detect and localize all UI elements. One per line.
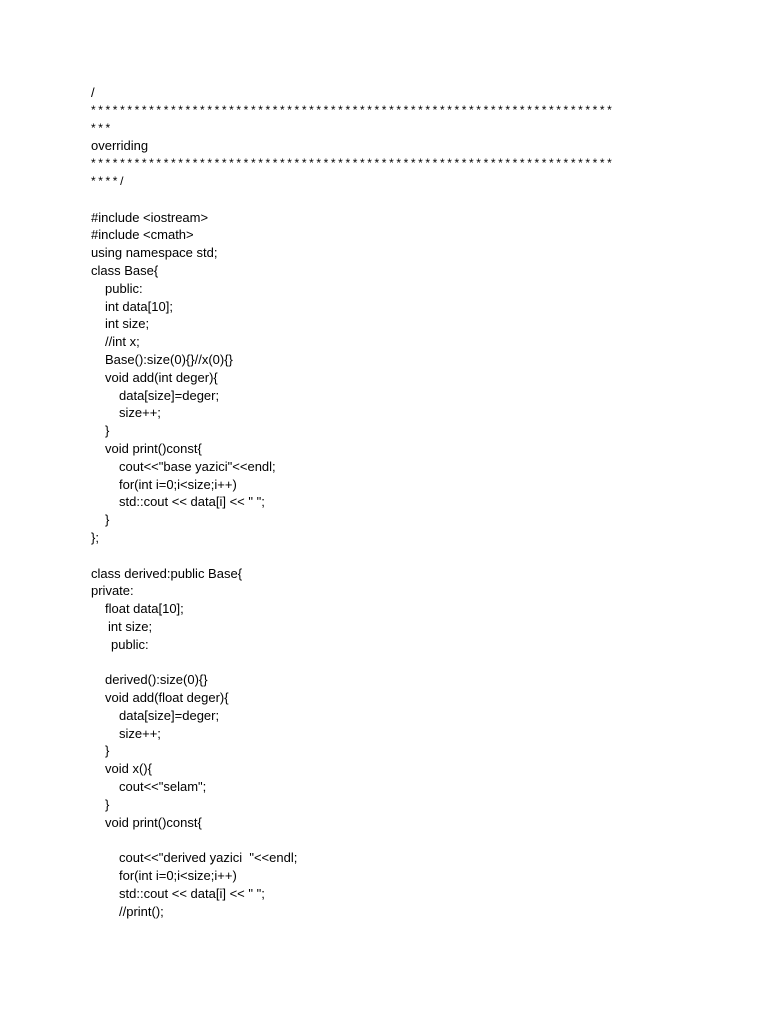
code-line: cout<<"derived yazici "<<endl;	[119, 850, 298, 866]
code-line: void x(){	[105, 761, 152, 777]
comment-stars-line: ************************************************************************	[91, 156, 615, 171]
code-line: #include <cmath>	[91, 227, 194, 243]
code-line: void print()const{	[105, 440, 202, 456]
code-line: #include <iostream>	[91, 209, 209, 225]
code-line: };	[91, 529, 99, 545]
code-line: float data[10];	[105, 601, 184, 617]
code-line: std::cout << data[i] << " ";	[119, 494, 265, 510]
code-line: }	[105, 423, 110, 439]
code-line: //int x;	[105, 334, 140, 350]
code-line: void add(float deger){	[105, 690, 229, 706]
code-line: derived():size(0){}	[105, 672, 208, 688]
code-line: for(int i=0;i<size;i++)	[119, 476, 237, 492]
code-line: int data[10];	[105, 298, 173, 314]
code-line: cout<<"base yazici"<<endl;	[119, 458, 276, 474]
code-line: /	[91, 85, 95, 100]
code-line: size++;	[119, 405, 161, 421]
blank-line	[91, 191, 691, 209]
code-block	[91, 84, 691, 920]
comment-stars-line: ****/	[91, 173, 127, 188]
code-line: Base():size(0){}//x(0){}	[105, 351, 233, 367]
code-line: int size;	[105, 316, 150, 332]
code-line: void print()const{	[105, 814, 202, 830]
comment-stars-line: ************************************************************************	[91, 102, 615, 117]
code-line: public:	[111, 636, 149, 652]
code-line: cout<<"selam";	[119, 779, 207, 795]
code-line: class Base{	[91, 262, 159, 278]
comment-stars-line: ***	[91, 120, 113, 135]
code-line: overriding	[91, 138, 149, 154]
code-line: public:	[105, 280, 143, 296]
code-line: }	[105, 743, 110, 759]
blank-line	[91, 831, 691, 849]
code-line: class derived:public Base{	[91, 565, 243, 581]
blank-line	[91, 547, 691, 565]
code-line: int size;	[108, 618, 153, 634]
code-line: }	[105, 796, 110, 812]
blank-line	[91, 654, 691, 672]
code-line: void add(int deger){	[105, 369, 218, 385]
code-line: data[size]=deger;	[119, 707, 220, 723]
code-line: }	[105, 512, 110, 528]
code-line: private:	[91, 583, 134, 599]
code-line: size++;	[119, 725, 161, 741]
code-line: for(int i=0;i<size;i++)	[119, 868, 237, 884]
code-line: //print();	[119, 903, 164, 919]
code-line: std::cout << data[i] << " ";	[119, 885, 265, 901]
code-line: using namespace std;	[91, 245, 218, 261]
code-line: data[size]=deger;	[119, 387, 220, 403]
